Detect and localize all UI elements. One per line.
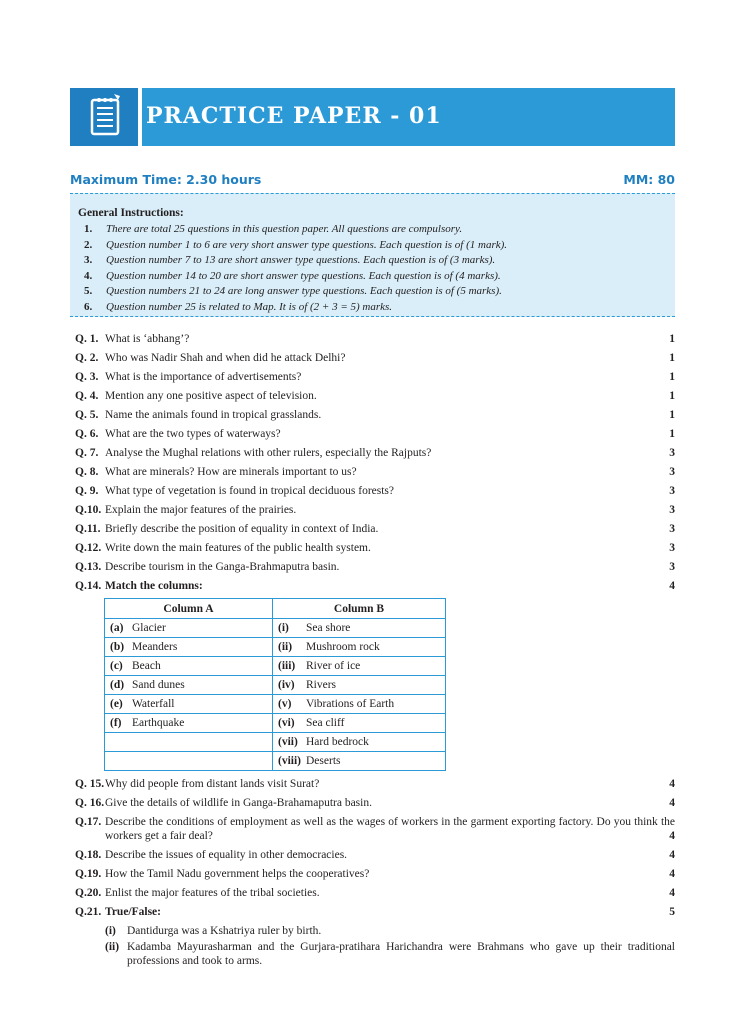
instruction-item: 1. There are total 25 questions in this question paper. All questions are compulsory.: [84, 223, 463, 235]
table-row: (b) Meanders (ii) Mushroom rock: [105, 638, 446, 657]
instruction-item: 4. Question number 14 to 20 are short answer type questions. Each question is of (4 marks).: [84, 269, 501, 282]
general-instructions: [70, 193, 675, 317]
table-row: (c) Beach (iii) River of ice: [105, 657, 446, 676]
notepad-icon: [70, 88, 138, 146]
table-row: (a) Glacier (i) Sea shore: [105, 619, 446, 638]
maximum-time: Maximum Time: 2.30 hours: [70, 172, 262, 187]
page-title: PRACTICE PAPER - 01: [146, 103, 442, 129]
table-row: (f) Earthquake (vi) Sea cliff: [105, 714, 446, 733]
table-row: (vii) Hard bedrock: [105, 733, 446, 752]
table-row: (d) Sand dunes (iv) Rivers: [105, 676, 446, 695]
column-b-header: Column B: [273, 599, 446, 619]
maximum-marks: MM: 80: [623, 172, 675, 187]
table-header-row: [105, 599, 446, 619]
instruction-item: 3. Question number 7 to 13 are short answer type questions. Each question is of (3 marks).: [84, 254, 496, 266]
table-row: (viii) Deserts: [105, 752, 446, 771]
instruction-item: 5. Question numbers 21 to 24 are long answer type questions. Each question is of (5 marks).: [84, 285, 502, 297]
table-row: (e) Waterfall (v) Vibrations of Earth: [105, 695, 446, 714]
page-header: [70, 88, 675, 146]
match-columns-table: [104, 598, 446, 771]
instruction-item: 2. Question number 1 to 6 are very short answer type questions. Each question is of (1 mark).: [84, 238, 508, 251]
instructions-heading: General Instructions:: [78, 207, 184, 219]
column-a-header: Column A: [105, 599, 273, 619]
instruction-item: 6. Question number 25 is related to Map. It is of (2 + 3 = 5) marks.: [84, 300, 393, 313]
